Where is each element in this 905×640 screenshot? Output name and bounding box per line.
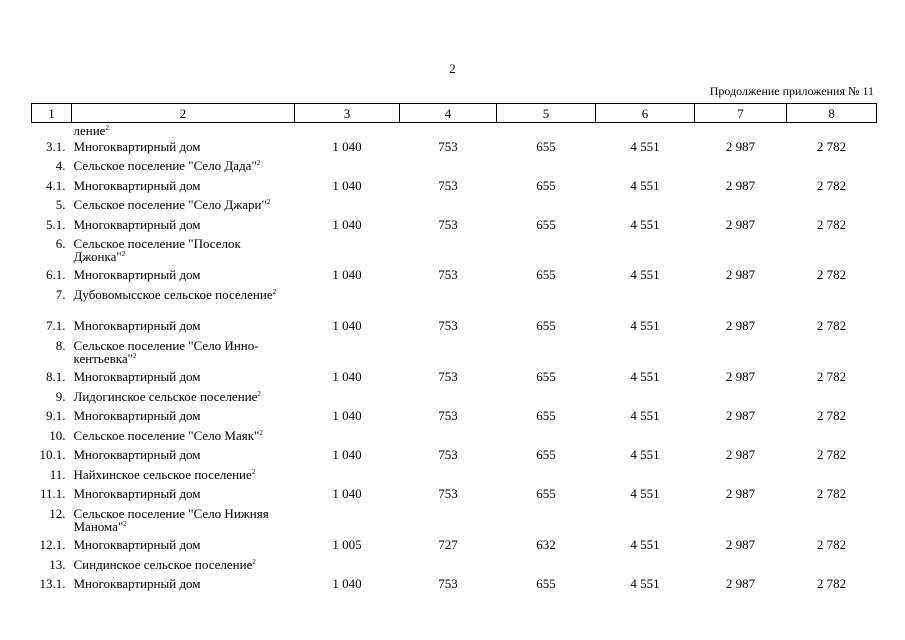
row-number: 7. [55,286,66,302]
footnote-marker: 2 [121,249,126,258]
value-cell: 727 [438,536,458,552]
row-name: Сельское поселение "Село Нижняя Манома" [73,505,269,534]
table-row [32,218,877,237]
row-number: 5.1. [46,216,66,232]
table-row [32,179,877,198]
value-cell [596,429,695,448]
row-number: 11. [49,466,66,482]
value-cell [400,288,497,319]
value-cell: 4 551 [630,446,660,462]
value-cell: 2 987 [725,266,756,282]
value-cell [596,288,695,319]
value-cell [695,339,787,370]
row-name-cell [72,409,295,429]
table-row [32,198,877,218]
row-name-cell [72,507,295,538]
value-cell: 753 [438,216,458,232]
value-cell: 2 782 [816,266,847,282]
row-name: Сельское поселение "Село Иннокентьевка" [73,337,259,366]
value-cell: 753 [438,446,458,462]
value-cell: 2 782 [816,177,847,193]
row-name-cell [72,268,295,288]
row-name: Многоквартирный дом [73,368,201,384]
row-name-cell [72,319,295,339]
value-cell: 753 [438,177,458,193]
row-name: Сельское поселение "Поселок Джонка" [73,235,241,264]
header-cell: 6 [596,104,695,123]
value-cell: 2 987 [725,177,756,193]
value-cell: 1 040 [332,177,362,193]
value-cell [787,468,877,487]
row-number: 6. [55,235,66,251]
value-cell [497,198,596,218]
row-number: 10.1. [39,446,66,462]
value-cell [295,237,400,268]
row-number: 12. [49,505,66,521]
footnote-marker: 2 [259,428,263,437]
value-cell [497,123,596,140]
value-cell: 2 987 [725,317,756,333]
value-cell: 2 782 [816,317,847,333]
value-cell [695,123,787,140]
row-name-cell [72,538,295,558]
footnote-marker: 2 [251,467,256,476]
appendix-continuation-label: Продолжение приложения № 11 [709,84,874,98]
row-number: 3.1. [46,138,66,154]
row-number: 9. [55,388,66,404]
footnote-marker: 2 [257,389,261,398]
header-cell: 3 [295,104,400,123]
row-name: Сельское поселение "Село Маяк" [73,427,260,443]
table-row [32,319,877,339]
value-cell [295,198,400,218]
value-cell [596,339,695,370]
footnote-marker: 2 [256,158,261,167]
value-cell [497,468,596,487]
value-cell [787,429,877,448]
value-cell: 655 [536,368,556,384]
footnote-marker: 2 [272,287,277,296]
value-cell [596,159,695,179]
footnote-marker: 2 [105,124,109,132]
row-name: Многоквартирный дом [73,407,201,423]
value-cell: 1 040 [332,266,362,282]
row-number [32,123,72,140]
value-cell [695,468,787,487]
value-cell: 2 987 [725,216,756,232]
value-cell: 2 782 [816,407,847,423]
table-row [32,268,877,288]
row-name: Сельское поселение "Село Дада" [73,157,257,173]
row-number: 5. [55,196,66,212]
table-row [32,159,877,179]
value-cell [596,123,695,140]
row-name-cell [72,468,295,487]
value-cell: 2 987 [725,575,756,591]
table-row [32,140,877,159]
value-cell [497,507,596,538]
value-cell [596,468,695,487]
value-cell: 2 987 [725,368,756,384]
row-name: Многоквартирный дом [73,446,201,462]
row-name: Синдинское сельское поселение [73,556,253,572]
row-number: 10. [49,427,66,443]
value-cell: 655 [536,317,556,333]
value-cell [497,558,596,577]
table-row [32,507,877,538]
value-cell [596,558,695,577]
value-cell: 4 551 [630,368,660,384]
value-cell: 1 040 [332,485,362,501]
table-row [32,288,877,319]
value-cell [497,288,596,319]
value-cell: 4 551 [630,317,660,333]
value-cell [400,507,497,538]
value-cell [497,159,596,179]
table-row [32,468,877,487]
header-cell: 2 [72,104,295,123]
value-cell [695,288,787,319]
value-cell: 2 782 [816,368,847,384]
value-cell: 2 987 [725,446,756,462]
value-cell: 2 782 [816,575,847,591]
value-cell: 655 [536,216,556,232]
footnote-marker: 2 [123,519,127,528]
value-cell [497,339,596,370]
value-cell [787,237,877,268]
value-cell: 1 040 [332,216,362,232]
value-cell: 655 [536,177,556,193]
header-cell: 5 [497,104,596,123]
value-cell [497,237,596,268]
row-name-cell [72,288,295,319]
value-cell [787,339,877,370]
row-name-cell [72,429,295,448]
value-cell [596,198,695,218]
row-name-cell [72,237,295,268]
value-cell: 753 [438,485,458,501]
value-cell [787,123,877,140]
value-cell [787,390,877,409]
row-name-cell [72,179,295,198]
value-cell: 2 782 [816,138,847,154]
value-cell: 2 987 [725,536,756,552]
value-cell [400,123,497,140]
row-name-cell [72,140,295,159]
table-row [32,558,877,577]
value-cell: 655 [536,266,556,282]
value-cell [497,390,596,409]
table-row [32,487,877,507]
value-cell [400,339,497,370]
table-row [32,390,877,409]
table-row [32,237,877,268]
row-number: 7.1. [46,317,66,333]
value-cell [400,237,497,268]
header-cell: 8 [787,104,877,123]
value-cell: 1 040 [332,317,362,333]
tariff-table [31,103,877,597]
value-cell: 2 782 [816,485,847,501]
row-name: Многоквартирный дом [73,216,201,232]
value-cell [695,237,787,268]
row-number: 6.1. [46,266,66,282]
value-cell [596,237,695,268]
value-cell [400,159,497,179]
row-name-cell [72,448,295,468]
value-cell: 1 040 [332,575,362,591]
value-cell [695,429,787,448]
row-number: 4.1. [46,177,66,193]
row-name: Многоквартирный дом [73,177,201,193]
value-cell [295,390,400,409]
row-number: 12.1. [39,536,66,552]
value-cell [295,159,400,179]
row-name: Сельское поселение "Село Джари" [73,196,267,212]
row-name: Многоквартирный дом [73,317,201,333]
row-name-cell [72,218,295,237]
row-name: Многоквартирный дом [73,138,201,154]
value-cell: 2 782 [816,536,847,552]
value-cell: 632 [536,536,556,552]
row-name-cell [72,577,295,597]
header-row [32,104,877,123]
table-row [32,409,877,429]
value-cell: 1 040 [332,446,362,462]
row-number: 8. [55,337,66,353]
value-cell [295,288,400,319]
value-cell [695,507,787,538]
value-cell: 2 987 [725,138,756,154]
value-cell: 4 551 [630,216,660,232]
value-cell [787,288,877,319]
row-name: Лидогинское сельское поселение [73,388,258,404]
value-cell [596,390,695,409]
table-row [32,339,877,370]
row-name: Многоквартирный дом [73,575,201,591]
value-cell [695,558,787,577]
value-cell: 2 987 [725,407,756,423]
row-name: Найхинское сельское поселение [73,466,252,482]
footnote-marker: 2 [132,351,137,360]
value-cell: 1 005 [332,536,362,552]
row-number: 13. [49,556,66,572]
value-cell [497,429,596,448]
value-cell: 753 [438,575,458,591]
value-cell [787,558,877,577]
value-cell [787,159,877,179]
table-row [32,123,877,140]
value-cell: 2 782 [816,446,847,462]
value-cell [695,159,787,179]
row-name-cell [72,159,295,179]
value-cell [787,198,877,218]
row-number: 8.1. [46,368,66,384]
value-cell: 655 [536,407,556,423]
row-name: Многоквартирный дом [73,485,201,501]
value-cell: 753 [438,317,458,333]
value-cell: 753 [438,407,458,423]
value-cell: 655 [536,138,556,154]
row-number: 11.1. [39,485,66,501]
value-cell [400,390,497,409]
row-name-cell [72,123,295,140]
table-row [32,448,877,468]
value-cell: 753 [438,266,458,282]
value-cell: 4 551 [630,407,660,423]
value-cell: 1 040 [332,138,362,154]
value-cell: 4 551 [630,575,660,591]
value-cell [400,468,497,487]
value-cell [695,198,787,218]
value-cell [295,468,400,487]
value-cell [400,558,497,577]
row-name: Многоквартирный дом [73,536,201,552]
footnote-marker: 2 [266,197,271,206]
row-number: 4. [55,157,66,173]
value-cell [787,507,877,538]
value-cell [295,339,400,370]
value-cell [400,198,497,218]
value-cell [295,123,400,140]
row-number: 9.1. [46,407,66,423]
value-cell: 4 551 [630,266,660,282]
value-cell [295,507,400,538]
value-cell: 4 551 [630,536,660,552]
table-row [32,429,877,448]
row-name-cell [72,390,295,409]
value-cell [295,429,400,448]
value-cell: 4 551 [630,138,660,154]
value-cell: 753 [438,368,458,384]
page-number: 2 [449,61,456,76]
value-cell [596,507,695,538]
value-cell: 655 [536,485,556,501]
footnote-marker: 2 [252,557,256,566]
value-cell [400,429,497,448]
value-cell: 4 551 [630,485,660,501]
row-name-cell [72,370,295,390]
table-row [32,538,877,558]
row-name-cell [72,339,295,370]
row-number: 13.1. [39,575,66,591]
value-cell: 2 987 [725,485,756,501]
header-cell: 1 [32,104,72,123]
value-cell: 655 [536,575,556,591]
row-name-cell [72,487,295,507]
value-cell: 1 040 [332,407,362,423]
header-cell: 7 [695,104,787,123]
row-name-cell [72,558,295,577]
value-cell: 753 [438,138,458,154]
value-cell: 1 040 [332,368,362,384]
row-name: ление [73,123,106,138]
row-name: Многоквартирный дом [73,266,201,282]
row-name: Дубовомысское сельское поселение [73,286,273,302]
table-row [32,577,877,597]
value-cell: 4 551 [630,177,660,193]
header-cell: 4 [400,104,497,123]
table-row [32,370,877,390]
value-cell [295,558,400,577]
value-cell: 655 [536,446,556,462]
value-cell [695,390,787,409]
value-cell: 2 782 [816,216,847,232]
row-name-cell [72,198,295,218]
